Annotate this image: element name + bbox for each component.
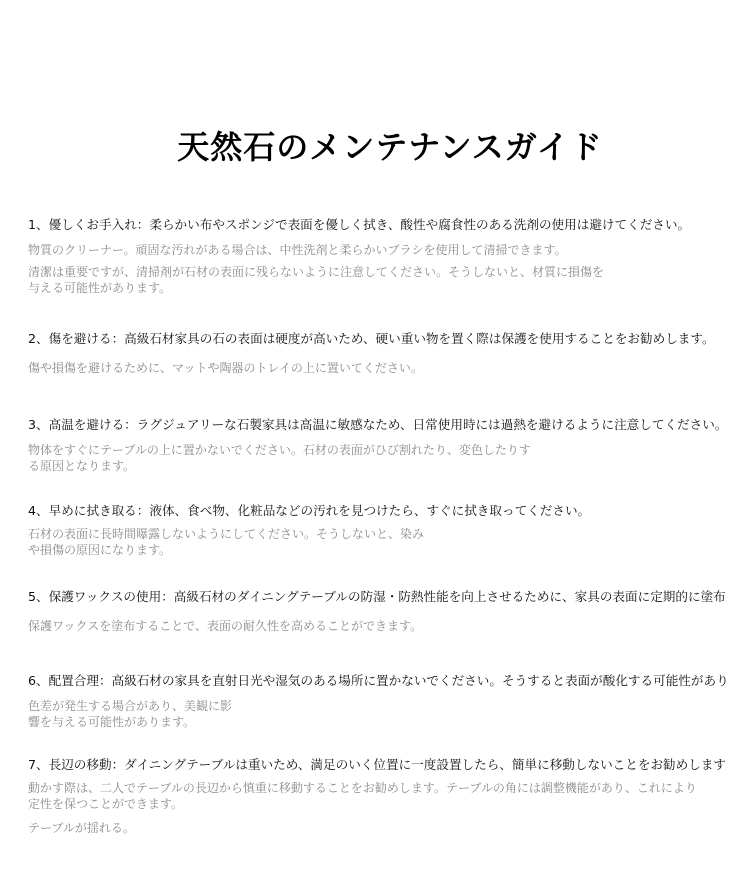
maintenance-item-1 [28, 216, 750, 296]
item-body [28, 442, 750, 474]
item-heading: 3、高温を避ける：ラグジュアリーな石製家具は高温に敏感なため、日常使用時には過熱を避けるように注意してください。 [28, 417, 728, 432]
item-body [28, 618, 750, 634]
maintenance-item-5 [28, 588, 750, 634]
item-body [28, 360, 750, 376]
item-heading: 2、傷を避ける：高級石材家具の石の表面は硬度が高いため、硬い重い物を置く際は保護を使用することをお勧めします。 [28, 331, 715, 346]
item-body-text: 色差が発生する場合があり、美観に影 響を与える可能性があります。 [28, 699, 233, 729]
item-body-text: テーブルが揺れる。 [28, 821, 135, 835]
page-title: 天然石のメンテナンスガイド [177, 128, 603, 166]
item-body-text: 保護ワックスを塗布することで、表面の耐久性を高めることができます。 [28, 619, 423, 633]
maintenance-item-7 [28, 756, 750, 836]
maintenance-item-4 [28, 502, 750, 558]
item-heading: 6、配置合理：高級石材の家具を直射日光や湿気のある場所に置かないでください。そうすると表面が酸化する可能性があり [28, 673, 729, 688]
item-body-text: 傷や損傷を避けるために、マットや陶器のトレイの上に置いてください。 [28, 361, 423, 375]
maintenance-item-3 [28, 416, 750, 474]
item-body [28, 242, 750, 296]
item-heading: 4、早めに拭き取る：液体、食べ物、化粧品などの汚れを見つけたら、すぐに拭き取ってください。 [28, 503, 591, 518]
item-heading: 1、優しくお手入れ：柔らかい布やスポンジで表面を優しく拭き、酸性や腐食性のある洗剤の使用は避けてください。 [28, 217, 691, 232]
item-body-text: 物質のクリーナー。頑固な汚れがある場合は、中性洗剤と柔らかいブラシを使用して清掃できます。 [28, 243, 567, 257]
item-body-text: 物体をすぐにテーブルの上に置かないでください。石材の表面がひび割れたり、変色したりす る原因となります。 [28, 443, 531, 473]
item-body-text: 石材の表面に長時間曝露しないようにしてください。そうしないと、染み や損傷の原因になります。 [28, 527, 425, 557]
maintenance-item-2 [28, 330, 750, 376]
item-heading: 5、保護ワックスの使用：高級石材のダイニングテーブルの防湿・防熱性能を向上させるために、家具の表面に定期的に塗布 [28, 589, 726, 604]
item-body [28, 698, 750, 730]
item-body-text: 動かす際は、二人でテーブルの長辺から慎重に移動することをお勧めします。テーブルの角には調整機能があり、これにより 定性を保つことができます。 [28, 781, 697, 811]
item-body-text: 清潔は重要ですが、清掃剤が石材の表面に残らないように注意してください。そうしないと、材質に損傷を 与える可能性があります。 [28, 265, 605, 295]
item-body [28, 526, 750, 558]
maintenance-item-6 [28, 672, 750, 730]
item-heading: 7、長辺の移動：ダイニングテーブルは重いため、満足のいく位置に一度設置したら、簡単に移動しないことをお勧めします [28, 757, 727, 772]
item-body [28, 780, 750, 836]
